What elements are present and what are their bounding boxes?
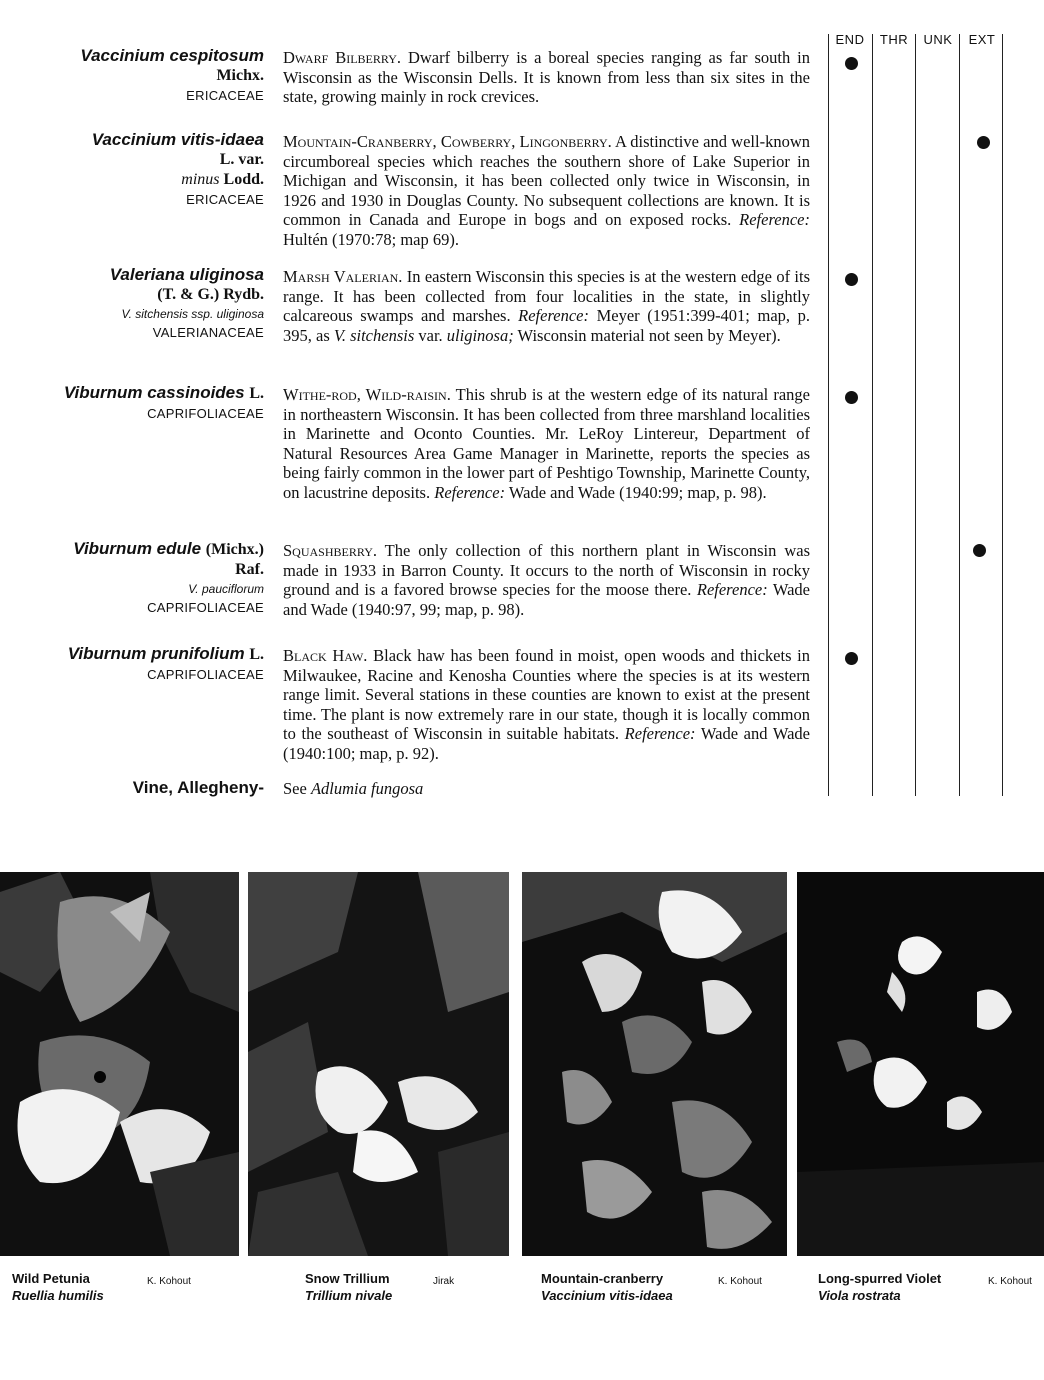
reference-label: Reference: xyxy=(739,210,810,229)
species-name: Viburnum edule xyxy=(73,539,202,558)
status-divider xyxy=(872,34,873,796)
species-heading xyxy=(0,383,264,423)
species-author: L. xyxy=(249,385,264,402)
photo-credit: K. Kohout xyxy=(718,1276,762,1287)
cross-reference xyxy=(283,779,810,799)
common-name: Withe-rod, Wild-raisin. xyxy=(283,385,451,404)
status-dot-end xyxy=(845,57,858,70)
reference-label: Reference: xyxy=(696,580,768,599)
caption-scientific-name: Vaccinium vitis-idaea xyxy=(541,1288,673,1303)
status-divider xyxy=(959,34,960,796)
species-name: Vaccinium cespitosum xyxy=(80,46,264,65)
see-label: See xyxy=(283,779,311,798)
reference-label: Reference: xyxy=(624,724,696,743)
common-name: Mountain-Cranberry, Cowberry, Lingonberry. xyxy=(283,132,612,151)
status-divider xyxy=(915,34,916,796)
species-author-continued: Raf. xyxy=(235,561,264,578)
see-taxon: Adlumia fungosa xyxy=(310,779,424,798)
photo-image xyxy=(797,872,1044,1256)
photo-caption xyxy=(12,1270,104,1304)
reference-text: var. xyxy=(414,325,447,345)
description-text: Dwarf bilberry is a boreal species ranging as far south in Wisconsin as the Wisconsin Dells. It is known from less than six sites in the state, growing mainly in rock crevices. xyxy=(283,48,810,106)
species-description xyxy=(283,267,810,345)
status-divider xyxy=(828,34,829,796)
caption-scientific-name: Ruellia humilis xyxy=(12,1288,104,1303)
species-description xyxy=(283,132,810,249)
species-name: Vaccinium vitis-idaea xyxy=(91,130,264,149)
species-name: Viburnum prunifolium xyxy=(67,644,245,663)
photo-credit: K. Kohout xyxy=(147,1276,191,1287)
species-synonym: V. sitchensis ssp. uliginosa xyxy=(121,307,264,321)
status-col-ext: EXT xyxy=(968,32,996,47)
species-family: ERICACEAE xyxy=(186,88,264,103)
reference-label: Reference: xyxy=(434,482,506,502)
species-name-line xyxy=(0,644,264,665)
variety-author: Lodd. xyxy=(223,171,264,188)
species-heading xyxy=(0,265,264,342)
species-heading xyxy=(0,778,264,798)
photo-long-spurred-violet xyxy=(797,872,1044,1256)
status-col-thr: THR xyxy=(879,32,909,47)
status-dot-ext xyxy=(973,544,986,557)
species-name: Valeriana uliginosa xyxy=(109,265,264,284)
description-text: This shrub is at the western edge of its natural range in northeastern Wisconsin. It has been collected from three marshland localities in Marinette and Oconto Counties. Mr. LeRoy Lintereur, Department of Natural Resources Area Game Manager in Marinette, reports the species as being fairly common in the lower part of Peshtigo Township, Marinette County, on lacustrine deposits. xyxy=(283,385,810,502)
species-description xyxy=(283,541,810,619)
status-col-end: END xyxy=(835,32,865,47)
photo-wild-petunia xyxy=(0,872,239,1256)
reference-taxon: uliginosa; xyxy=(446,325,514,345)
caption-common-name: Mountain-cranberry xyxy=(541,1271,664,1286)
species-family: CAPRIFOLIACEAE xyxy=(147,667,264,682)
status-dot-end xyxy=(845,391,858,404)
common-name: Marsh Valerian. xyxy=(283,267,403,286)
reference-text: Wade and Wade (1940:99; map, p. 98). xyxy=(505,482,767,502)
caption-common-name: Long-spurred Violet xyxy=(818,1271,942,1286)
photo-caption xyxy=(818,1270,941,1304)
species-heading xyxy=(0,130,264,209)
species-family: CAPRIFOLIACEAE xyxy=(147,406,264,421)
common-name: Black Haw. xyxy=(283,646,368,665)
species-name-line xyxy=(0,383,264,404)
status-divider xyxy=(1002,34,1003,796)
reference-label: Reference: xyxy=(518,306,589,325)
status-dot-ext xyxy=(977,136,990,149)
species-family: ERICACEAE xyxy=(186,192,264,207)
reference-text: Hultén (1970:78; map 69). xyxy=(283,229,459,249)
photo-caption xyxy=(541,1270,673,1304)
photo-snow-trillium xyxy=(248,872,509,1256)
species-family: VALERIANACEAE xyxy=(152,325,264,340)
species-description xyxy=(283,646,810,763)
species-author: L. var. xyxy=(219,151,264,168)
caption-scientific-name: Trillium nivale xyxy=(305,1288,393,1303)
species-author: (T. & G.) Rydb. xyxy=(157,286,264,303)
description-text: A distinctive and well-known circumboreal species which reaches the southern shore of Lake Superior in Michigan and Wisconsin, it has been collected only twice in Wisconsin, in 1926 and 1930 in Douglas County. No subsequent collections are known. It is common in Canada and Europe in bogs and on exposed rocks. xyxy=(283,132,810,229)
species-name: Vine, Allegheny- xyxy=(132,778,264,797)
status-dot-end xyxy=(845,273,858,286)
species-synonym: V. pauciflorum xyxy=(188,582,264,596)
species-name-line xyxy=(0,539,264,560)
species-heading xyxy=(0,539,264,617)
photo-image xyxy=(522,872,787,1256)
caption-scientific-name: Viola rostrata xyxy=(818,1288,901,1303)
species-author: Michx. xyxy=(216,67,264,84)
species-name: Viburnum cassinoides xyxy=(63,383,245,402)
status-dot-end xyxy=(845,652,858,665)
status-column-header xyxy=(828,32,1004,52)
species-author-variety xyxy=(0,170,264,190)
species-family: CAPRIFOLIACEAE xyxy=(147,600,264,615)
caption-common-name: Snow Trillium xyxy=(305,1271,390,1286)
photo-credit: K. Kohout xyxy=(988,1276,1032,1287)
photo-credit: Jirak xyxy=(433,1276,455,1287)
species-author: L. xyxy=(249,646,264,663)
reference-text: Wade and Wade (1940:97, 99; map, p. 98). xyxy=(283,580,810,619)
photo-mountain-cranberry xyxy=(522,872,787,1256)
description-text: Black haw has been found in moist, open woods and thickets in Milwaukee, Racine and Kenosha Counties where the species is at its western range limit. Several stations in these counties are known to exist at the present time. The plant is now extremely rare in our state, though it is locally common to the southeast of Wisconsin in suitable habitats. xyxy=(283,646,810,743)
common-name: Dwarf Bilberry. xyxy=(283,48,401,67)
species-description xyxy=(283,48,810,107)
common-name: Squashberry. xyxy=(283,541,377,560)
photo-image xyxy=(248,872,509,1256)
photo-image xyxy=(0,872,239,1256)
species-heading xyxy=(0,46,264,105)
reference-taxon: V. sitchensis xyxy=(333,325,415,345)
reference-text: Meyer (1951:399-401; map, p. 395, as xyxy=(283,306,810,345)
species-heading xyxy=(0,644,264,684)
description-text: In eastern Wisconsin this species is at the western edge of its range. It has been collected from four localities in the state, in slightly calcareous swamps and marshes. xyxy=(283,267,810,325)
description-text: The only collection of this northern plant in Wisconsin was made in 1933 in Barron County. It occurs to the north of Wisconsin in rocky ground and is a favored browse species for the moose there. xyxy=(283,541,810,599)
species-author: (Michx.) xyxy=(205,541,264,558)
variety-name: minus xyxy=(181,171,220,188)
reference-text: Wade and Wade (1940:100; map, p. 92). xyxy=(283,724,810,763)
caption-common-name: Wild Petunia xyxy=(12,1271,90,1286)
photo-caption xyxy=(305,1270,392,1304)
reference-text: Wisconsin material not seen by Meyer). xyxy=(513,325,781,345)
species-description xyxy=(283,385,810,502)
status-col-unk: UNK xyxy=(923,32,953,47)
